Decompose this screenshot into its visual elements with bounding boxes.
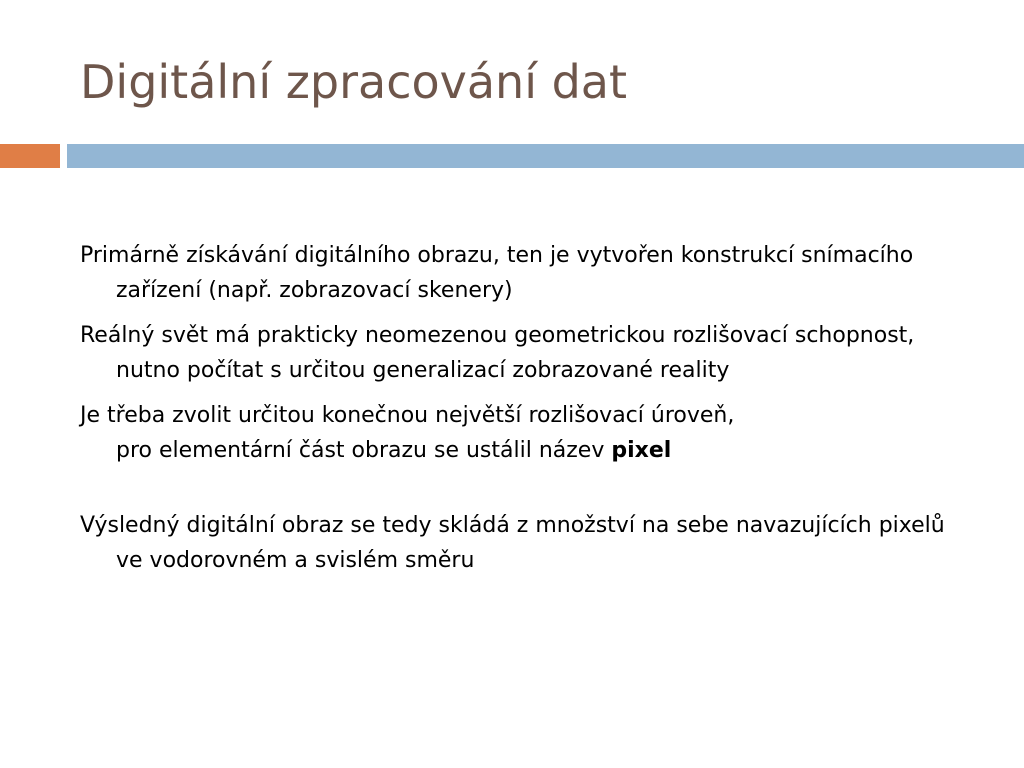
title-underline-bar [67, 144, 1024, 168]
accent-bar [0, 144, 60, 168]
paragraph-4: Výsledný digitální obraz se tedy skládá z množství na sebe navazujících pixelů ve vodorovném a svislém směru [80, 513, 945, 573]
slide-title: Digitální zpracování dat [80, 55, 628, 109]
pixel-term: pixel [611, 438, 672, 463]
paragraph-1: Primárně získávání digitálního obrazu, ten je vytvořen konstrukcí snímacího zařízení (např. zobrazovací skenery) [80, 243, 914, 303]
paragraph-3-line-2: pro elementární část obrazu se ustálil název [116, 438, 612, 463]
paragraph-2: Reálný svět má prakticky neomezenou geometrickou rozlišovací schopnost, nutno počítat s určitou generalizací zobrazované reality [80, 323, 915, 383]
paragraph-3-line-1: Je třeba zvolit určitou konečnou největší rozlišovací úroveň, [80, 403, 735, 428]
paragraph-3 [80, 398, 960, 468]
slide-body [80, 238, 960, 588]
